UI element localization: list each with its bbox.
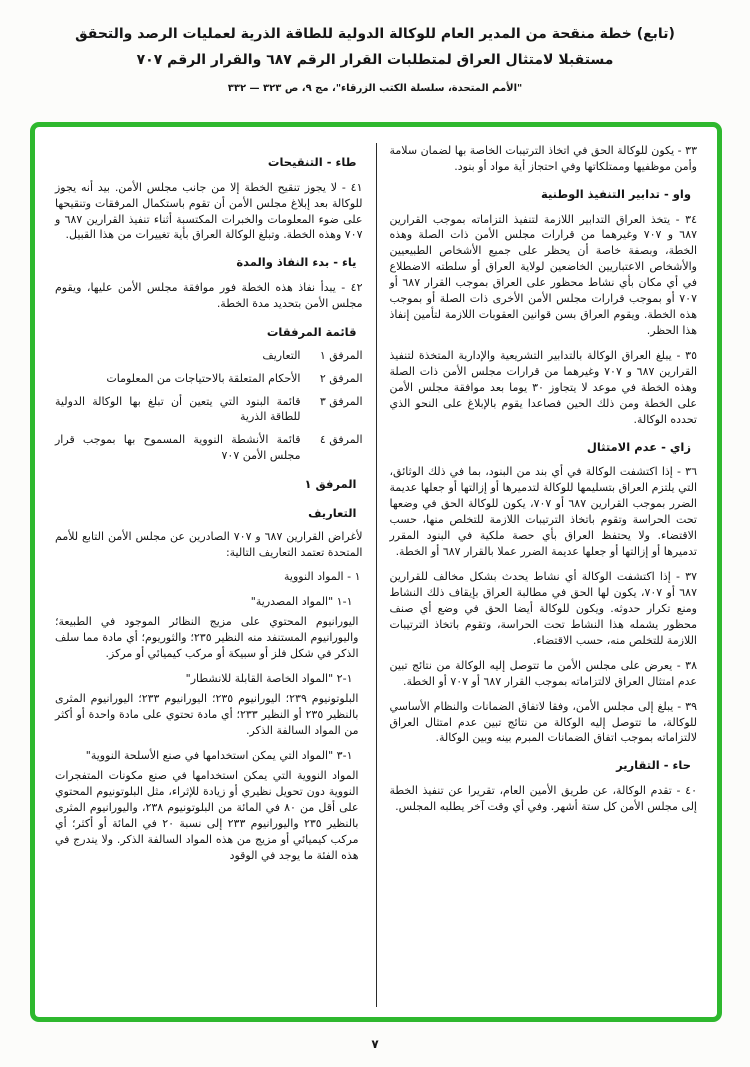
definition-1-2-title: ١-٢ "المواد الخاصة القابلة للانشطار" (185, 672, 353, 686)
annex-item-4 (55, 432, 363, 464)
paragraph-42: ٤٢ - يبدأ نفاذ هذه الخطة فور موافقة مجلس الأمن عليها، ويقوم مجلس الأمن بتحديد مدة الخطة. (55, 281, 363, 311)
definition-1-1-title: ١-١ "المواد المصدرية" (250, 595, 353, 609)
heading-annex-list: قائمة المرفقات (266, 324, 357, 339)
right-column (377, 143, 698, 1007)
heading-definitions: التعاريف (308, 505, 357, 520)
heading-non-compliance: زاي - عدم الامتثال (586, 439, 691, 454)
annex-3-label: المرفق ٣ (319, 394, 363, 408)
paragraph-40: ٤٠ - تقدم الوكالة، عن طريق الأمين العام، تقريرا عن تنفيذ الخطة إلى مجلس الأمن كل ستة أشهر. وفي أي وقت آخر يطلبه المجلس. (389, 784, 697, 814)
heading-entry-into-force: ياء - بدء النفاذ والمدة (236, 255, 357, 270)
heading-reports: حاء - التقارير (616, 758, 691, 773)
content-frame (30, 122, 722, 1022)
document-title-line-1: (تابع) خطة منقحة من المدير العام للوكالة الدولية للطاقة الذرية لعمليات الرصد والتحقق (75, 26, 675, 42)
definitions-intro: لأغراض القرارين ٦٨٧ و ٧٠٧ الصادرين عن مجلس الأمن التابع للأمم المتحدة تعتمد التعاريف التالية: (55, 529, 363, 559)
heading-revisions: طاء - التنقيحات (267, 155, 357, 169)
annex-item-2 (55, 371, 363, 387)
paragraph-34: ٣٤ - يتخذ العراق التدابير اللازمة لتنفيذ التزاماته بموجب القرارين ٦٨٧ و ٧٠٧ وغيرهما من قرارات مجلس الأمن ذات الصلة وهذه الخطة، وبصفة خاصة أن يحظر على جميع الأشخاص الطبيعيين والأشخاص الاعتباريين الخاضعين لولاية العراق أو سلطته الاضطلاع في أي مكان بأي نشاط محظور على العراق بموجب القرار ٦٨٧ أو ٧٠٧ أو بموجب قرارات مجلس الأمن الأخرى ذات الصلة أو بموجب هذه الخطة. ويقوم العراق بسن قوانين العقوبات اللازمة لتأمين إنفاذ هذا الحظر. (389, 212, 698, 338)
annex-2-label: المرفق ٢ (319, 371, 363, 385)
annex-item-3 (55, 394, 363, 426)
annex-item-1 (55, 348, 363, 364)
heading-annex-1: المرفق ١ (304, 477, 357, 492)
paragraph-41: ٤١ - لا يجوز تنقيح الخطة إلا من جانب مجلس الأمن. بيد أنه يجوز للوكالة بعد إبلاغ مجلس الأمن أن تقوم باستكمال المرفقات وتنقيحها على ضوء المعلومات والخبرات المكتسبة أثناء تنفيذ القرارين ٦٨٧ و ٧٠٧ وهذه الخطة. وتبلغ الوكالة العراق بأية تغييرات من هذا القبيل. (55, 180, 363, 242)
annex-1-text: التعاريف (262, 348, 301, 362)
document-header (20, 22, 730, 94)
definition-1-2-body: البلوتونيوم ٢٣٩؛ اليورانيوم ٢٣٥؛ اليورانيوم ٢٣٣؛ اليورانيوم المثرى بالنظير ٢٣٥ أو النظير ٢٣٣؛ أي مادة تحتوي على مادة واحدة أو أكثر من المواد السالفة الذكر. (55, 692, 359, 737)
annex-4-label: المرفق ٤ (319, 433, 363, 447)
definition-1-3-title: ١-٣ "المواد التي يمكن استخدامها في صنع الأسلحة النووية" (85, 748, 353, 762)
paragraph-38: ٣٨ - يعرض على مجلس الأمن ما تتوصل إليه الوكالة من نتائج تبين عدم امتثال العراق لالتزاماته بموجب القرار ٦٨٧ أو ٧٠٧ أو الخطة. (389, 658, 697, 688)
definition-1-3-body: المواد النووية التي يمكن استخدامها في صنع مكونات المتفجرات النووية دون تحويل نظيري أو زيادة للإثراء، مثل البلوتونيوم المحتوي على أقل من ٨٠ في المائة من البلوتونيوم ٢٣٨، واليورانيوم المثرى بالنظير ٢٣٥ واليورانيوم ٢٣٣ إلى نسبة ٢٠ في المائة أو أكثر؛ أي مركب كيميائي أو مزيج من هذه المواد السالفة الذكر. ولا يندرج في هذه الفئة ما يوجد في الوقود (55, 768, 359, 862)
paragraph-33: ٣٣ - يكون للوكالة الحق في اتخاذ الترتيبات الخاصة بها لضمان سلامة وأمن موظفيها وممتلكاتها وفي احتجاز أية مواد أو بنود. (389, 144, 697, 173)
page-number: ٧ (371, 1037, 379, 1051)
document-title-line-2: مستقبلا لامتثال العراق لمتطلبات القرار الرقم ٦٨٧ والقرار الرقم ٧٠٧ (136, 51, 614, 68)
paragraph-35: ٣٥ - يبلغ العراق الوكالة بالتدابير التشريعية والإدارية المتخذة لتنفيذ القرارين ٦٨٧ و ٧٠٧ وغيرهما من قرارات مجلس الأمن ذات الصلة وهذه الخطة في موعد لا يتجاوز ٣٠ يوما بعد موافقة مجلس الأمن على الخطة ومن ذلك الحين فصاعدا يقوم بالإبلاغ على النحو الذي تحدده الوكالة. (389, 349, 697, 426)
paragraph-39: ٣٩ - يبلغ إلى مجلس الأمن، وفقا لاتفاق الضمانات والنظام الأساسي للوكالة، ما تتوصل إليه الوكالة من نتائج تبين عدم امتثال العراق لالتزاماته بموجب اتفاق الضمانات المبرم بينه وبين الوكالة. (389, 699, 697, 745)
definition-1-1-body: اليورانيوم المحتوي على مزيج النظائر الموجود في الطبيعة؛ واليورانيوم المستنفد منه النظير ٢٣٥؛ والثوريوم؛ أي مادة مما سلف الذكر في شكل فلز أو سبيكة أو مركب كيميائي أو مركز. (55, 615, 359, 661)
annex-2-text: الأحكام المتعلقة بالاحتياجات من المعلومات (106, 371, 301, 385)
heading-national-implementation: واو - تدابير التنفيذ الوطنية (540, 186, 691, 201)
annex-3-text: قائمة البنود التي يتعين أن تبلغ بها الوكالة الدولية للطاقة الذرية (55, 394, 301, 424)
two-column-layout (55, 143, 697, 1007)
annex-4-text: قائمة الأنشطة النووية المسموح بها بموجب قرار مجلس الأمن ٧٠٧ (55, 433, 301, 463)
paragraph-37: ٣٧ - إذا اكتشفت الوكالة أي نشاط يحدث بشكل مخالف للقرارين ٦٨٧ أو ٧٠٧، يكون لها الحق في مطالبة العراق بإيقاف ذلك النشاط ومنع تكرار حدوثه. ويكون للوكالة أيضا الحق في وضع أي صنف محظور يشمله هذا النشاط تحت الحراسة، وتقوم باتخاذ الترتيبات اللازمة للتخلص منه، حسب الاقتضاء. (389, 570, 697, 647)
left-column (55, 143, 376, 1007)
column-divider (376, 143, 377, 1007)
annex-1-label: المرفق ١ (319, 348, 363, 362)
document-source-citation: "الأمم المتحدة، سلسلة الكتب الزرقاء"، مج ٩، ص ٣٢٣ — ٣٣٢ (227, 82, 523, 94)
definition-1-nuclear-materials: ١ - المواد النووية (284, 570, 361, 584)
paragraph-36: ٣٦ - إذا اكتشفت الوكالة في أي بند من البنود، بما في ذلك الوثائق، التي يلتزم العراق بتسليمها للوكالة لتدميرها أو إزالتها أو جعلها عديمة الضرر بموجب القرارين ٦٨٧ أو ٧٠٧، يكون للوكالة الحق في وضعها تحت الحراسة وتقوم باتخاذ الترتيبات اللازمة للتخلص منها، حسب الاقتضاء. ولا يحتفظ العراق بأي حصة ملكية في البنود المقرر تدميرها أو إزالتها أو جعلها عديمة الضرر عملا بالقرار ٦٨٧ أو الخطة. (389, 465, 697, 559)
